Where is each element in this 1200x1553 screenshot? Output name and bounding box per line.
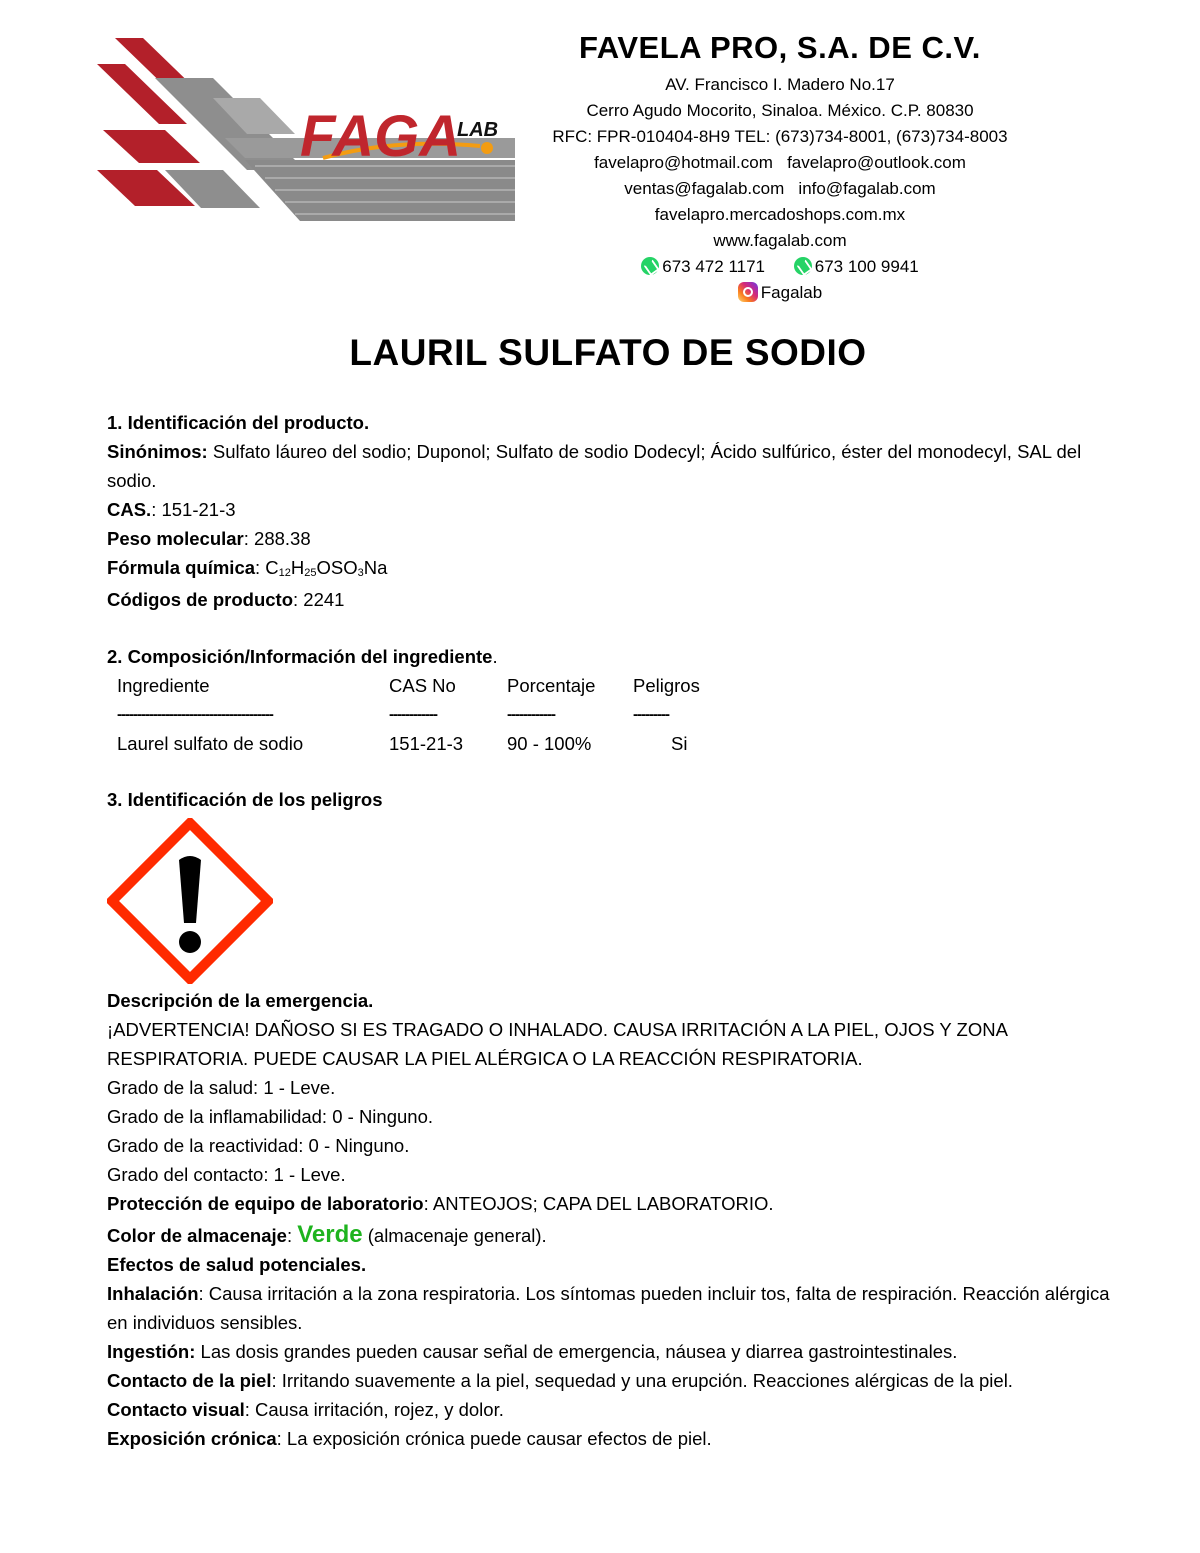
company-shop[interactable]: favelapro.mercadoshops.com.mx xyxy=(654,205,906,224)
reactivity-grade: Grado de la reactividad: 0 - Ninguno. xyxy=(107,1135,410,1156)
company-rfc-tel: RFC: FPR-010404-8H9 TEL: (673)734-8001, (673)734-8003 xyxy=(552,127,1008,146)
company-instagram xyxy=(520,280,1040,306)
inhalation-value: : Causa irritación a la zona respiratoria. Los síntomas pueden incluir tos, falta de respiración. Reacción alérgica en individuos sensibles. xyxy=(107,1283,1110,1333)
ingestion xyxy=(107,1337,1117,1366)
inhalation xyxy=(107,1279,1117,1337)
formula-part: H xyxy=(290,557,305,578)
chronic-label: Exposición crónica xyxy=(107,1428,277,1449)
email-hotmail[interactable]: favelapro@hotmail.com xyxy=(594,153,773,172)
email-outlook[interactable]: favelapro@outlook.com xyxy=(787,153,966,172)
fagalab-logo xyxy=(95,38,515,228)
synonyms-label: Sinónimos: xyxy=(107,441,208,462)
formula-part: : C xyxy=(255,557,279,578)
section-2-heading-text: 2. Composición/Información del ingrediente xyxy=(107,646,493,667)
cell-percentage: 90 - 100% xyxy=(507,733,592,754)
codes-label: Códigos de producto xyxy=(107,589,294,610)
cas-value: : 151-21-3 xyxy=(151,499,236,520)
document-body xyxy=(107,408,1117,1453)
ppe-value: : ANTEOJOS; CAPA DEL LABORATORIO. xyxy=(423,1193,774,1214)
formula-sub: 25 xyxy=(304,567,317,579)
formula xyxy=(107,553,1117,582)
skin-contact xyxy=(107,1366,1117,1395)
storage-color xyxy=(107,1220,1117,1250)
cell-cas: 151-21-3 xyxy=(389,733,464,754)
divider: ------------ xyxy=(389,706,437,723)
company-web[interactable]: www.fagalab.com xyxy=(713,231,847,250)
company-address-2: Cerro Agudo Mocorito, Sinaloa. México. C.P. 80830 xyxy=(586,101,974,120)
cell-ingredient: Laurel sulfato de sodio xyxy=(117,733,304,754)
skin-label: Contacto de la piel xyxy=(107,1370,272,1391)
table-header-row xyxy=(117,671,700,700)
mw-label: Peso molecular xyxy=(107,528,244,549)
formula-sub: 12 xyxy=(278,567,291,579)
storage-label: Color de almacenaje xyxy=(107,1225,287,1246)
eye-label: Contacto visual xyxy=(107,1399,245,1420)
email-ventas[interactable]: ventas@fagalab.com xyxy=(624,179,785,198)
section-1-heading: 1. Identificación del producto. xyxy=(107,412,370,433)
storage-color-value: Verde xyxy=(297,1221,363,1248)
synonyms-value: Sulfato láureo del sodio; Duponol; Sulfato de sodio Dodecyl; Ácido sulfúrico, éster del monodecyl, SAL del sodio. xyxy=(107,441,1082,491)
effects-heading: Efectos de salud potenciales. xyxy=(107,1254,367,1275)
synonyms xyxy=(107,437,1117,495)
divider: ------------ xyxy=(507,706,555,723)
document-title: LAURIL SULFATO DE SODIO xyxy=(349,332,867,373)
section-2-heading-end: . xyxy=(492,646,498,667)
flammability-grade: Grado de la inflamabilidad: 0 - Ninguno. xyxy=(107,1106,433,1127)
logo-subtext: LAB xyxy=(457,119,499,141)
company-emails-2 xyxy=(520,176,1040,202)
company-emails-1 xyxy=(520,150,1040,176)
instagram-icon xyxy=(738,282,758,302)
company-name: FAVELA PRO, S.A. DE C.V. xyxy=(579,30,981,65)
divider: --------------------------------------- xyxy=(117,706,273,723)
section-2-heading xyxy=(107,642,1117,671)
storage-rest: (almacenaje general). xyxy=(362,1225,547,1246)
codes-value: : 2241 xyxy=(293,589,345,610)
contact-grade: Grado del contacto: 1 - Leve. xyxy=(107,1164,346,1185)
exclamation-hazard-icon xyxy=(107,818,273,984)
logo-text: FAGA xyxy=(300,104,462,169)
ppe-label: Protección de equipo de laboratorio xyxy=(107,1193,424,1214)
company-header xyxy=(520,30,1040,306)
chronic-value: : La exposición crónica puede causar efectos de piel. xyxy=(276,1428,712,1449)
header-hazards: Peligros xyxy=(633,675,700,696)
emergency-heading: Descripción de la emergencia. xyxy=(107,990,374,1011)
header-ingredient: Ingrediente xyxy=(117,675,210,696)
whatsapp-number-1[interactable]: 673 472 1171 xyxy=(662,257,765,276)
ppe xyxy=(107,1189,1117,1218)
ingestion-value: Las dosis grandes pueden causar señal de emergencia, náusea y diarrea gastrointestinales. xyxy=(195,1341,958,1362)
table-divider-row xyxy=(117,700,700,729)
company-address-1: AV. Francisco I. Madero No.17 xyxy=(665,75,895,94)
mw-value: : 288.38 xyxy=(243,528,311,549)
header-percentage: Porcentaje xyxy=(507,675,596,696)
cas xyxy=(107,495,1117,524)
formula-label: Fórmula química xyxy=(107,557,256,578)
cell-hazards: Si xyxy=(671,733,688,754)
ingredients-table xyxy=(117,671,700,758)
instagram-handle[interactable]: Fagalab xyxy=(760,283,823,302)
eye-contact xyxy=(107,1395,1117,1424)
whatsapp-icon xyxy=(641,257,659,275)
whatsapp-icon xyxy=(794,257,812,275)
skin-value: : Irritando suavemente a la piel, sequedad y una erupción. Reacciones alérgicas de la piel. xyxy=(271,1370,1013,1391)
divider: --------- xyxy=(633,706,669,723)
formula-part: Na xyxy=(363,557,388,578)
whatsapp-number-2[interactable]: 673 100 9941 xyxy=(814,257,919,276)
storage-sep: : xyxy=(286,1225,298,1246)
product-codes xyxy=(107,585,1117,614)
health-grade: Grado de la salud: 1 - Leve. xyxy=(107,1077,336,1098)
section-3-heading: 3. Identificación de los peligros xyxy=(107,789,383,810)
formula-sub: 3 xyxy=(357,567,364,579)
ingestion-label: Ingestión: xyxy=(107,1341,196,1362)
warning-text: ¡ADVERTENCIA! DAÑOSO SI ES TRAGADO O INHALADO. CAUSA IRRITACIÓN A LA PIEL, OJOS Y ZONA RESPIRATORIA. PUEDE CAUSAR LA PIEL ALÉRGICA O LA REACCIÓN RESPIRATORIA. xyxy=(107,1019,1007,1069)
company-whatsapp xyxy=(520,254,1040,280)
header-cas: CAS No xyxy=(389,675,456,696)
cas-label: CAS. xyxy=(107,499,152,520)
email-info[interactable]: info@fagalab.com xyxy=(798,179,936,198)
table-row xyxy=(117,729,700,758)
chronic-exposure xyxy=(107,1424,1117,1453)
formula-part: OSO xyxy=(316,557,358,578)
eye-value: : Causa irritación, rojez, y dolor. xyxy=(244,1399,504,1420)
inhalation-label: Inhalación xyxy=(107,1283,199,1304)
molecular-weight xyxy=(107,524,1117,553)
logo-spark xyxy=(481,142,493,154)
